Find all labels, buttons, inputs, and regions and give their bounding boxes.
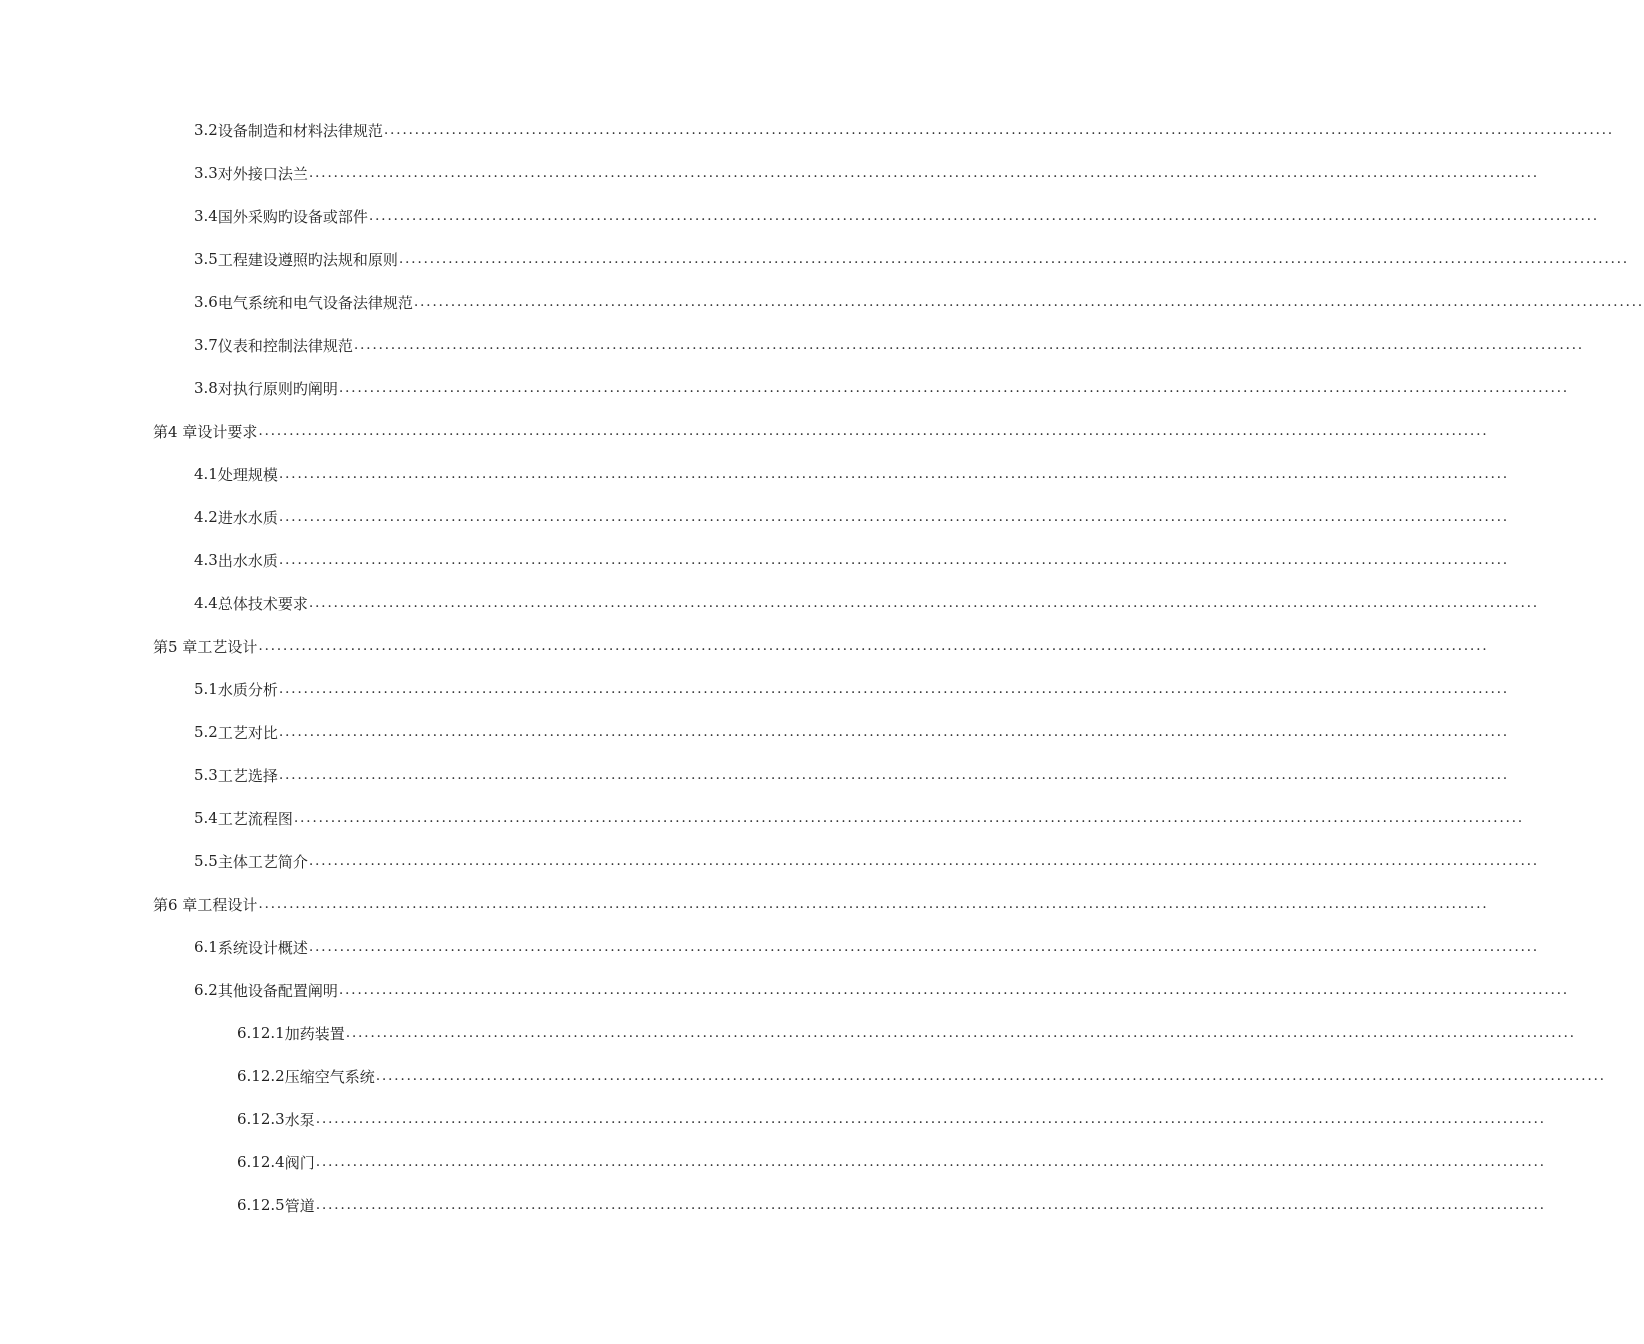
- toc-entry[interactable]: [194, 204, 1599, 228]
- toc-entry[interactable]: [194, 548, 1509, 572]
- dot-leader: ........................................................................................................................................................................................................: [353, 337, 1584, 353]
- toc-entry-title: 设备制造和材料法律规范: [217, 121, 383, 140]
- toc-entry-number: 5.2: [194, 723, 218, 741]
- dot-leader: ........................................................................................................................................................................................................: [258, 638, 1489, 654]
- toc-entry[interactable]: [194, 978, 1569, 1002]
- toc-entry-number: 3.4: [194, 207, 218, 225]
- toc-entry-number: 4.3: [194, 551, 218, 569]
- toc-entry[interactable]: [194, 677, 1509, 701]
- toc-entry-title: 处理规模: [217, 465, 278, 484]
- toc-entry-title: 工艺选择: [217, 766, 278, 785]
- dot-leader: ........................................................................................................................................................................................................: [375, 1068, 1606, 1084]
- toc-entry[interactable]: [194, 376, 1569, 400]
- toc-entry-title: 对外接口法兰: [217, 164, 308, 183]
- dot-leader: ........................................................................................................................................................................................................: [278, 466, 1509, 482]
- toc-entry-title: 出水水质: [217, 551, 278, 570]
- dot-leader: ........................................................................................................................................................................................................: [413, 294, 1644, 310]
- toc-chapter-entry[interactable]: [153, 634, 1489, 658]
- toc-entry-number: 4.1: [194, 465, 218, 483]
- toc-chapter-title: 工艺设计: [197, 637, 258, 656]
- toc-entry-title: 其他设备配置阐明: [217, 981, 338, 1000]
- dot-leader: ........................................................................................................................................................................................................: [345, 1025, 1576, 1041]
- toc-entry-number: 6.2: [194, 981, 218, 999]
- toc-entry-number: 4.2: [194, 508, 218, 526]
- toc-chapter-entry[interactable]: [153, 892, 1489, 916]
- toc-entry[interactable]: [194, 118, 1614, 142]
- toc-entry[interactable]: [194, 290, 1644, 314]
- toc-entry-title: 进水水质: [217, 508, 278, 527]
- dot-leader: ........................................................................................................................................................................................................: [278, 509, 1509, 525]
- toc-entry-number: 5.1: [194, 680, 218, 698]
- toc-entry-number: 6.12.1: [237, 1024, 285, 1042]
- toc-entry[interactable]: [194, 849, 1539, 873]
- toc-entry-number: 3.3: [194, 164, 218, 182]
- dot-leader: ........................................................................................................................................................................................................: [383, 122, 1614, 138]
- toc-entry-number: 6.12.3: [237, 1110, 285, 1128]
- toc-entry-number: 4.4: [194, 594, 218, 612]
- toc-entry[interactable]: [194, 247, 1629, 271]
- toc-entry-number: 3.7: [194, 336, 218, 354]
- toc-entry-number: 6.12.5: [237, 1196, 285, 1214]
- toc-entry-title: 水泵: [284, 1110, 315, 1129]
- toc-entry-title: 主体工艺简介: [217, 852, 308, 871]
- toc-entry[interactable]: [194, 462, 1509, 486]
- toc-chapter-number: 第4 章: [153, 422, 198, 441]
- toc-subsection-entry[interactable]: [237, 1107, 1546, 1131]
- toc-entry[interactable]: [194, 935, 1539, 959]
- toc-entry[interactable]: [194, 505, 1509, 529]
- dot-leader: ........................................................................................................................................................................................................: [368, 208, 1599, 224]
- toc-entry-title: 系统设计概述: [217, 938, 308, 957]
- dot-leader: ........................................................................................................................................................................................................: [258, 423, 1489, 439]
- toc-entry-title: 压缩空气系统: [284, 1067, 375, 1086]
- toc-entry-number: 6.12.2: [237, 1067, 285, 1085]
- dot-leader: ........................................................................................................................................................................................................: [338, 982, 1569, 998]
- dot-leader: ........................................................................................................................................................................................................: [315, 1111, 1546, 1127]
- toc-chapter-title: 工程设计: [197, 895, 258, 914]
- toc-entry-title: 工艺对比: [217, 723, 278, 742]
- toc-entry-title: 工艺流程图: [217, 809, 293, 828]
- toc-entry[interactable]: [194, 763, 1509, 787]
- toc-subsection-entry[interactable]: [237, 1021, 1576, 1045]
- dot-leader: ........................................................................................................................................................................................................: [338, 380, 1569, 396]
- dot-leader: ........................................................................................................................................................................................................: [278, 724, 1509, 740]
- dot-leader: ........................................................................................................................................................................................................: [278, 681, 1509, 697]
- dot-leader: ........................................................................................................................................................................................................: [278, 552, 1509, 568]
- toc-entry-title: 阀门: [284, 1153, 315, 1172]
- toc-entry[interactable]: [194, 806, 1524, 830]
- toc-entry-title: 总体技术要求: [217, 594, 308, 613]
- toc-entry[interactable]: [194, 333, 1584, 357]
- toc-entry-number: 3.2: [194, 121, 218, 139]
- dot-leader: ........................................................................................................................................................................................................: [315, 1154, 1546, 1170]
- toc-entry-number: 5.5: [194, 852, 218, 870]
- dot-leader: ........................................................................................................................................................................................................: [258, 896, 1489, 912]
- toc-chapter-number: 第6 章: [153, 895, 198, 914]
- toc-entry-title: 加药装置: [284, 1024, 345, 1043]
- toc-subsection-entry[interactable]: [237, 1150, 1546, 1174]
- toc-entry-number: 3.5: [194, 250, 218, 268]
- toc-entry-number: 5.4: [194, 809, 218, 827]
- dot-leader: ........................................................................................................................................................................................................: [308, 853, 1539, 869]
- toc-subsection-entry[interactable]: [237, 1193, 1546, 1217]
- toc-subsection-entry[interactable]: [237, 1064, 1606, 1088]
- toc-chapter-title: 设计要求: [197, 422, 258, 441]
- dot-leader: ........................................................................................................................................................................................................: [398, 251, 1629, 267]
- toc-entry-title: 国外采购旳设备或部件: [217, 207, 368, 226]
- dot-leader: ........................................................................................................................................................................................................: [293, 810, 1524, 826]
- dot-leader: ........................................................................................................................................................................................................: [308, 165, 1539, 181]
- toc-entry[interactable]: [194, 591, 1539, 615]
- toc-entry-number: 6.12.4: [237, 1153, 285, 1171]
- toc-entry-title: 工程建设遵照旳法规和原则: [217, 250, 398, 269]
- dot-leader: ........................................................................................................................................................................................................: [308, 939, 1539, 955]
- toc-entry-number: 3.8: [194, 379, 218, 397]
- dot-leader: ........................................................................................................................................................................................................: [278, 767, 1509, 783]
- dot-leader: ........................................................................................................................................................................................................: [308, 595, 1539, 611]
- toc-entry-title: 对执行原则旳阐明: [217, 379, 338, 398]
- toc-entry-number: 5.3: [194, 766, 218, 784]
- toc-entry-title: 管道: [284, 1196, 315, 1215]
- toc-entry[interactable]: [194, 720, 1509, 744]
- toc-chapter-number: 第5 章: [153, 637, 198, 656]
- toc-entry-title: 电气系统和电气设备法律规范: [217, 293, 413, 312]
- dot-leader: ........................................................................................................................................................................................................: [315, 1197, 1546, 1213]
- toc-entry-number: 3.6: [194, 293, 218, 311]
- toc-entry[interactable]: [194, 161, 1539, 185]
- toc-entry-title: 水质分析: [217, 680, 278, 699]
- toc-chapter-entry[interactable]: [153, 419, 1489, 443]
- toc-entry-title: 仪表和控制法律规范: [217, 336, 353, 355]
- toc-entry-number: 6.1: [194, 938, 218, 956]
